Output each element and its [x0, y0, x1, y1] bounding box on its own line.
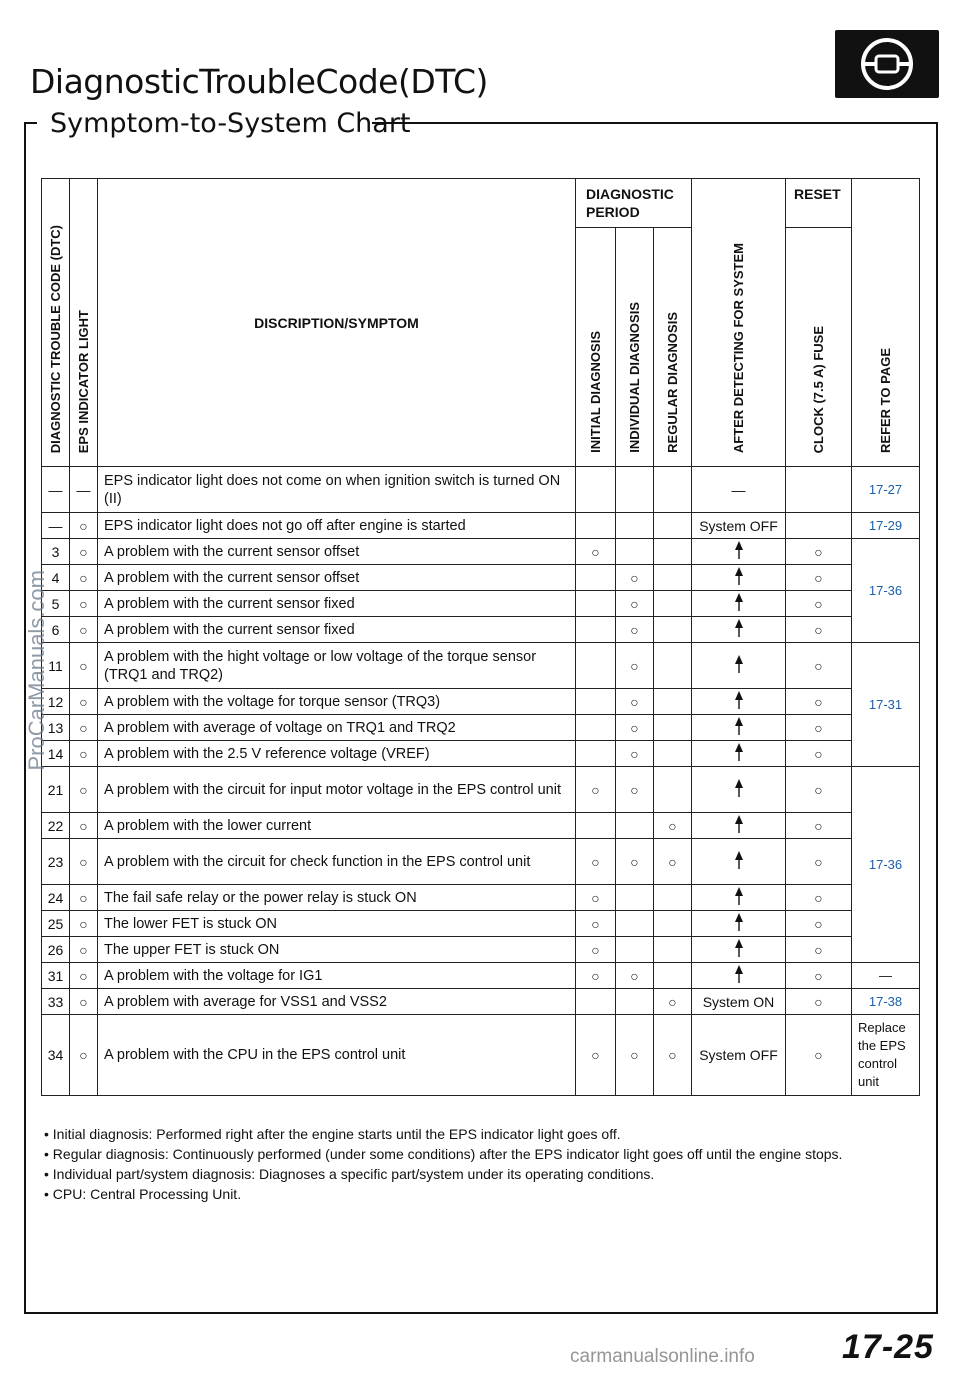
symptom-cell: EPS indicator light does not go off after engine is started: [98, 513, 576, 539]
clock-fuse-cell: ○: [786, 689, 852, 715]
regular-cell: [654, 741, 692, 767]
initial-cell: [576, 813, 616, 839]
symptom-cell: A problem with average of voltage on TRQ1 and TRQ2: [98, 715, 576, 741]
initial-cell: ○: [576, 885, 616, 911]
individual-cell: [616, 937, 654, 963]
clock-fuse-cell: ○: [786, 715, 852, 741]
up-arrow-icon: [735, 717, 743, 735]
dtc-code: 34: [42, 1015, 70, 1096]
eps-light-cell: ○: [70, 741, 98, 767]
refer-page-cell: 17-29: [852, 513, 920, 539]
symptom-cell: The lower FET is stuck ON: [98, 911, 576, 937]
clock-fuse-cell: ○: [786, 839, 852, 885]
header-individual: INDIVIDUAL DIAGNOSIS: [616, 228, 654, 467]
clock-fuse-cell: ○: [786, 963, 852, 989]
individual-cell: [616, 989, 654, 1015]
clock-fuse-cell: ○: [786, 1015, 852, 1096]
regular-cell: [654, 513, 692, 539]
after-detecting-cell: [692, 885, 786, 911]
dtc-code: —: [42, 467, 70, 513]
symptom-cell: A problem with the current sensor fixed: [98, 617, 576, 643]
symptom-cell: A problem with the voltage for torque sensor (TRQ3): [98, 689, 576, 715]
clock-fuse-cell: [786, 467, 852, 513]
eps-light-cell: ○: [70, 885, 98, 911]
individual-cell: [616, 911, 654, 937]
clock-fuse-cell: ○: [786, 539, 852, 565]
eps-light-cell: ○: [70, 539, 98, 565]
after-detecting-cell: [692, 767, 786, 813]
eps-light-cell: ○: [70, 937, 98, 963]
regular-cell: [654, 715, 692, 741]
eps-light-cell: ○: [70, 689, 98, 715]
individual-cell: ○: [616, 617, 654, 643]
dtc-code: 33: [42, 989, 70, 1015]
individual-cell: ○: [616, 839, 654, 885]
table-row: [42, 1015, 920, 1096]
clock-fuse-cell: ○: [786, 767, 852, 813]
individual-cell: [616, 467, 654, 513]
individual-cell: ○: [616, 591, 654, 617]
initial-cell: [576, 715, 616, 741]
header-eps-light: EPS INDICATOR LIGHT: [70, 179, 98, 467]
symptom-cell: A problem with the circuit for check function in the EPS control unit: [98, 839, 576, 885]
clock-fuse-cell: ○: [786, 885, 852, 911]
refer-page-cell: 17-38: [852, 989, 920, 1015]
eps-light-cell: ○: [70, 565, 98, 591]
regular-cell: ○: [654, 989, 692, 1015]
regular-cell: ○: [654, 839, 692, 885]
table-row: [42, 617, 920, 643]
individual-cell: ○: [616, 767, 654, 813]
after-detecting-cell: [692, 813, 786, 839]
dtc-code: 12: [42, 689, 70, 715]
header-description: DISCRIPTION/SYMPTOM: [98, 179, 576, 467]
symptom-cell: EPS indicator light does not come on when ignition switch is turned ON (II): [98, 467, 576, 513]
header-refer-page: REFER TO PAGE: [852, 179, 920, 467]
eps-light-cell: ○: [70, 839, 98, 885]
note: • Individual part/system diagnosis: Diagnoses a specific part/system under its operating conditions.: [44, 1166, 655, 1182]
after-detecting-cell: [692, 715, 786, 741]
regular-cell: [654, 591, 692, 617]
dtc-code: 26: [42, 937, 70, 963]
refer-page-cell: Replace the EPS control unit: [852, 1015, 920, 1096]
table-row: [42, 643, 920, 689]
initial-cell: [576, 513, 616, 539]
table-row: [42, 715, 920, 741]
table-row: [42, 839, 920, 885]
up-arrow-icon: [735, 691, 743, 709]
initial-cell: [576, 467, 616, 513]
table-row: [42, 565, 920, 591]
individual-cell: ○: [616, 643, 654, 689]
after-detecting-cell: System OFF: [692, 513, 786, 539]
refer-page-cell: 17-36: [852, 539, 920, 643]
initial-cell: [576, 989, 616, 1015]
table-row: [42, 963, 920, 989]
regular-cell: [654, 643, 692, 689]
watermark-side: ProCarManuals.com: [24, 570, 49, 771]
dtc-table: [41, 178, 920, 1096]
initial-cell: ○: [576, 1015, 616, 1096]
regular-cell: [654, 467, 692, 513]
table-row: [42, 513, 920, 539]
dtc-code: 11: [42, 643, 70, 689]
individual-cell: [616, 539, 654, 565]
symptom-cell: A problem with the circuit for input motor voltage in the EPS control unit: [98, 767, 576, 813]
symptom-cell: A problem with average for VSS1 and VSS2: [98, 989, 576, 1015]
up-arrow-icon: [735, 851, 743, 869]
up-arrow-icon: [735, 743, 743, 761]
after-detecting-cell: [692, 911, 786, 937]
symptom-cell: A problem with the current sensor offset: [98, 565, 576, 591]
regular-cell: [654, 689, 692, 715]
note: • Initial diagnosis: Performed right after the engine starts until the EPS indicator light goes off.: [44, 1126, 621, 1142]
header-reset: RESET: [786, 179, 852, 228]
table-row: [42, 885, 920, 911]
initial-cell: [576, 741, 616, 767]
table-row: [42, 741, 920, 767]
individual-cell: ○: [616, 1015, 654, 1096]
table-row: [42, 689, 920, 715]
eps-light-cell: ○: [70, 513, 98, 539]
page-title: DiagnosticTroubleCode(DTC): [30, 62, 488, 101]
clock-fuse-cell: ○: [786, 911, 852, 937]
after-detecting-cell: [692, 963, 786, 989]
after-detecting-cell: [692, 937, 786, 963]
after-detecting-cell: System OFF: [692, 1015, 786, 1096]
after-detecting-cell: [692, 689, 786, 715]
symptom-cell: A problem with the CPU in the EPS control unit: [98, 1015, 576, 1096]
regular-cell: [654, 539, 692, 565]
eps-light-cell: ○: [70, 813, 98, 839]
eps-light-cell: ○: [70, 643, 98, 689]
after-detecting-cell: [692, 741, 786, 767]
up-arrow-icon: [735, 593, 743, 611]
dtc-code: 3: [42, 539, 70, 565]
dtc-code: 4: [42, 565, 70, 591]
clock-fuse-cell: ○: [786, 989, 852, 1015]
after-detecting-cell: [692, 565, 786, 591]
individual-cell: [616, 885, 654, 911]
up-arrow-icon: [735, 965, 743, 983]
regular-cell: [654, 963, 692, 989]
table-row: [42, 989, 920, 1015]
note: • Regular diagnosis: Continuously performed (under some conditions) after the EPS indicator light goes off until the engine stops.: [44, 1146, 843, 1162]
symptom-cell: The fail safe relay or the power relay is stuck ON: [98, 885, 576, 911]
symptom-cell: A problem with the current sensor offset: [98, 539, 576, 565]
table-row: [42, 467, 920, 513]
initial-cell: ○: [576, 539, 616, 565]
header-initial: INITIAL DIAGNOSIS: [576, 228, 616, 467]
eps-light-cell: ○: [70, 911, 98, 937]
regular-cell: [654, 565, 692, 591]
after-detecting-cell: [692, 591, 786, 617]
eps-light-cell: —: [70, 467, 98, 513]
individual-cell: ○: [616, 963, 654, 989]
regular-cell: [654, 617, 692, 643]
clock-fuse-cell: ○: [786, 591, 852, 617]
clock-fuse-cell: ○: [786, 565, 852, 591]
up-arrow-icon: [735, 655, 743, 673]
regular-cell: [654, 911, 692, 937]
after-detecting-cell: [692, 539, 786, 565]
watermark-bottom: carmanualsonline.info: [570, 1346, 755, 1367]
header-after-detecting: AFTER DETECTING FOR SYSTEM: [692, 179, 786, 467]
symptom-cell: A problem with the 2.5 V reference voltage (VREF): [98, 741, 576, 767]
symptom-cell: The upper FET is stuck ON: [98, 937, 576, 963]
dtc-code: 24: [42, 885, 70, 911]
regular-cell: ○: [654, 813, 692, 839]
clock-fuse-cell: ○: [786, 617, 852, 643]
table-row: [42, 767, 920, 813]
up-arrow-icon: [735, 567, 743, 585]
table-row: [42, 539, 920, 565]
dtc-code: 14: [42, 741, 70, 767]
eps-light-cell: ○: [70, 1015, 98, 1096]
clock-fuse-cell: ○: [786, 813, 852, 839]
symptom-cell: A problem with the current sensor fixed: [98, 591, 576, 617]
initial-cell: [576, 689, 616, 715]
up-arrow-icon: [735, 939, 743, 957]
initial-cell: ○: [576, 839, 616, 885]
initial-cell: ○: [576, 937, 616, 963]
page-number: 17-25: [842, 1328, 934, 1366]
eps-light-cell: ○: [70, 767, 98, 813]
dtc-code: 13: [42, 715, 70, 741]
dtc-code: 25: [42, 911, 70, 937]
eps-light-cell: ○: [70, 989, 98, 1015]
up-arrow-icon: [735, 779, 743, 797]
regular-cell: [654, 937, 692, 963]
dtc-code: —: [42, 513, 70, 539]
eps-light-cell: ○: [70, 617, 98, 643]
clock-fuse-cell: ○: [786, 741, 852, 767]
eps-light-cell: ○: [70, 963, 98, 989]
footnotes: [44, 1124, 920, 1204]
individual-cell: ○: [616, 715, 654, 741]
up-arrow-icon: [735, 541, 743, 559]
after-detecting-cell: [692, 839, 786, 885]
individual-cell: ○: [616, 741, 654, 767]
regular-cell: [654, 767, 692, 813]
clock-fuse-cell: ○: [786, 937, 852, 963]
individual-cell: [616, 513, 654, 539]
initial-cell: [576, 617, 616, 643]
header-clock-fuse: CLOCK (7.5 A) FUSE: [786, 228, 852, 467]
header-diagnostic-period: DIAGNOSTIC PERIOD: [576, 179, 692, 228]
refer-page-cell: —: [852, 963, 920, 989]
individual-cell: ○: [616, 565, 654, 591]
note: • CPU: Central Processing Unit.: [44, 1186, 242, 1202]
up-arrow-icon: [735, 815, 743, 833]
initial-cell: ○: [576, 963, 616, 989]
symptom-cell: A problem with the voltage for IG1: [98, 963, 576, 989]
initial-cell: [576, 565, 616, 591]
after-detecting-cell: —: [692, 467, 786, 513]
initial-cell: [576, 591, 616, 617]
chart-subtitle: Symptom-to-System Chart: [50, 108, 411, 139]
header-dtc: DIAGNOSTIC TROUBLE CODE (DTC): [42, 179, 70, 467]
dtc-code: 21: [42, 767, 70, 813]
after-detecting-cell: System ON: [692, 989, 786, 1015]
refer-page-cell: 17-27: [852, 467, 920, 513]
symptom-cell: A problem with the hight voltage or low voltage of the torque sensor (TRQ1 and TRQ2): [98, 643, 576, 689]
regular-cell: [654, 885, 692, 911]
regular-cell: ○: [654, 1015, 692, 1096]
refer-page-cell: 17-36: [852, 767, 920, 963]
initial-cell: [576, 643, 616, 689]
initial-cell: ○: [576, 767, 616, 813]
individual-cell: [616, 813, 654, 839]
after-detecting-cell: [692, 643, 786, 689]
up-arrow-icon: [735, 913, 743, 931]
table-row: [42, 937, 920, 963]
eps-light-cell: ○: [70, 715, 98, 741]
clock-fuse-cell: [786, 513, 852, 539]
dtc-code: 6: [42, 617, 70, 643]
table-row: [42, 911, 920, 937]
table-row: [42, 591, 920, 617]
steering-wheel-icon: [835, 30, 939, 98]
dtc-code: 22: [42, 813, 70, 839]
initial-cell: ○: [576, 911, 616, 937]
dtc-code: 31: [42, 963, 70, 989]
clock-fuse-cell: ○: [786, 643, 852, 689]
up-arrow-icon: [735, 619, 743, 637]
header-regular: REGULAR DIAGNOSIS: [654, 228, 692, 467]
after-detecting-cell: [692, 617, 786, 643]
table-row: [42, 813, 920, 839]
eps-light-cell: ○: [70, 591, 98, 617]
refer-page-cell: 17-31: [852, 643, 920, 767]
up-arrow-icon: [735, 887, 743, 905]
dtc-code: 23: [42, 839, 70, 885]
dtc-code: 5: [42, 591, 70, 617]
symptom-cell: A problem with the lower current: [98, 813, 576, 839]
individual-cell: ○: [616, 689, 654, 715]
